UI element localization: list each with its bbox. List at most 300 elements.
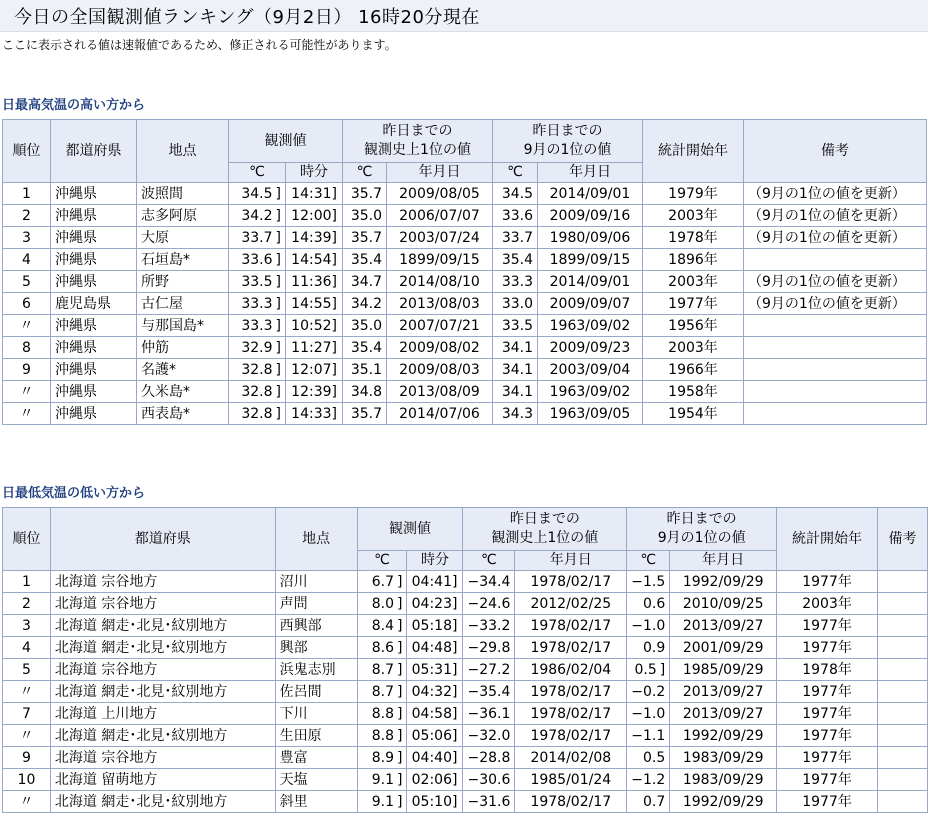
observed-time-cell <box>407 791 463 813</box>
observed-value-cell <box>229 293 286 315</box>
observed-time-qualifier: ] <box>452 705 458 722</box>
start-year-cell: 2003年 <box>777 593 878 615</box>
start-year-cell: 1977年 <box>777 615 878 637</box>
historical-value-cell: −27.2 <box>463 659 515 681</box>
place-cell: 佐呂間 <box>275 681 357 703</box>
month-value: 0.9 <box>642 639 666 656</box>
observed-time: 11:27 <box>291 339 332 356</box>
place-cell: 豊富 <box>275 747 357 769</box>
observed-time-qualifier: ] <box>331 295 337 312</box>
rank-cell: 〃 <box>3 403 51 425</box>
col-historical-record <box>463 508 627 551</box>
historical-value-cell: −36.1 <box>463 703 515 725</box>
observed-time-cell <box>407 747 463 769</box>
place-cell: 所野 <box>137 271 229 293</box>
observed-time-cell <box>286 381 343 403</box>
hist-line1: 昨日までの <box>382 123 453 139</box>
place-cell: 下川 <box>275 703 357 725</box>
observed-value: 9.1 <box>371 793 395 810</box>
prefecture-cell: 沖縄県 <box>51 205 137 227</box>
observed-time-qualifier: ] <box>452 683 458 700</box>
month-value: 34.3 <box>501 405 533 422</box>
table-row <box>3 271 927 293</box>
col-hist-date: 年月日 <box>515 551 627 571</box>
observed-value-cell <box>357 725 407 747</box>
rank-cell: 4 <box>3 249 51 271</box>
hist-line1: 昨日までの <box>509 511 580 527</box>
observed-value-qualifier: ] <box>275 383 281 400</box>
start-year-cell: 1896年 <box>643 249 744 271</box>
prefecture-cell: 沖縄県 <box>51 183 137 205</box>
month-value-cell <box>627 637 670 659</box>
remarks-cell: （9月の1位の値を更新） <box>744 183 927 205</box>
start-year-cell: 1977年 <box>777 703 878 725</box>
high-section-title: 日最高気温の高い方から <box>2 98 146 113</box>
observed-value-qualifier: ] <box>397 573 403 590</box>
observed-value: 9.1 <box>371 771 395 788</box>
historical-date-cell: 2013/08/03 <box>387 293 493 315</box>
table-row <box>3 637 928 659</box>
month-value: 33.5 <box>501 317 533 334</box>
observed-value: 33.3 <box>241 295 273 312</box>
observed-time-cell <box>286 293 343 315</box>
col-rank: 順位 <box>3 120 51 183</box>
observed-value-qualifier: ] <box>275 361 281 378</box>
prefecture-cell: 北海道 網走･北見･紋別地方 <box>50 791 275 813</box>
historical-value-cell: 35.7 <box>343 227 387 249</box>
table-row <box>3 381 927 403</box>
month-date-cell: 2010/09/25 <box>670 593 777 615</box>
start-year-cell: 1966年 <box>643 359 744 381</box>
observed-time-cell <box>286 205 343 227</box>
month-line2: 9月の1位の値 <box>523 142 612 158</box>
observed-value-cell <box>229 403 286 425</box>
historical-value-cell: −24.6 <box>463 593 515 615</box>
col-start-year: 統計開始年 <box>777 508 878 571</box>
observed-time-qualifier: ] <box>331 383 337 400</box>
prefecture-cell: 鹿児島県 <box>51 293 137 315</box>
month-value: 0.5 <box>642 749 666 766</box>
rank-cell: 〃 <box>3 381 51 403</box>
historical-value-cell: 35.4 <box>343 337 387 359</box>
observed-time-qualifier: ] <box>331 229 337 246</box>
col-remarks: 備考 <box>877 508 927 571</box>
rank-cell: 1 <box>3 571 51 593</box>
col-prefecture: 都道府県 <box>50 508 275 571</box>
month-value: 0.6 <box>642 595 666 612</box>
rank-cell: 1 <box>3 183 51 205</box>
observed-value-cell <box>357 681 407 703</box>
month-value: 0.5 <box>634 661 657 678</box>
month-value-cell <box>493 337 538 359</box>
observed-value-cell <box>229 227 286 249</box>
start-year-cell: 2003年 <box>643 337 744 359</box>
table-row <box>3 769 928 791</box>
observed-value-cell <box>229 249 286 271</box>
remarks-cell: （9月の1位の値を更新） <box>744 227 927 249</box>
col-hist-date: 年月日 <box>387 163 493 183</box>
observed-value: 8.7 <box>371 661 395 678</box>
table-row <box>3 359 927 381</box>
observed-time-cell <box>286 271 343 293</box>
observed-value-qualifier: ] <box>397 683 403 700</box>
remarks-cell: （9月の1位の値を更新） <box>744 293 927 315</box>
observed-value-cell <box>357 593 407 615</box>
table-row <box>3 593 928 615</box>
observed-value: 8.4 <box>371 617 395 634</box>
place-cell: 西興部 <box>275 615 357 637</box>
start-year-cell: 1956年 <box>643 315 744 337</box>
place-cell: 声問 <box>275 593 357 615</box>
observed-time-cell <box>286 337 343 359</box>
prefecture-cell: 北海道 宗谷地方 <box>50 747 275 769</box>
observed-value-cell <box>229 183 286 205</box>
observed-time-qualifier: ] <box>331 207 337 224</box>
observed-time: 12:07 <box>291 361 332 378</box>
rank-cell: 3 <box>3 615 51 637</box>
historical-value-cell: −30.6 <box>463 769 515 791</box>
month-value-cell <box>493 249 538 271</box>
start-year-cell: 1978年 <box>643 227 744 249</box>
rank-cell: 9 <box>3 359 51 381</box>
historical-value-cell: −28.8 <box>463 747 515 769</box>
month-date-cell: 2009/09/07 <box>538 293 643 315</box>
observed-value: 33.3 <box>241 317 273 334</box>
observed-time: 02:06 <box>411 771 452 788</box>
observed-time-cell <box>286 249 343 271</box>
prefecture-cell: 北海道 網走･北見･紋別地方 <box>50 681 275 703</box>
prefecture-cell: 北海道 網走･北見･紋別地方 <box>50 615 275 637</box>
rank-cell: 〃 <box>3 725 51 747</box>
month-value: 0.7 <box>642 793 666 810</box>
col-month-record <box>493 120 643 163</box>
col-hist-unit: ℃ <box>343 163 387 183</box>
month-value-cell <box>493 183 538 205</box>
start-year-cell: 1977年 <box>777 769 878 791</box>
col-historical-record <box>343 120 493 163</box>
col-start-year: 統計開始年 <box>643 120 744 183</box>
col-month-record <box>627 508 777 551</box>
table-row <box>3 183 927 205</box>
month-value: −1.0 <box>631 617 666 634</box>
start-year-cell: 1979年 <box>643 183 744 205</box>
rank-cell: 5 <box>3 271 51 293</box>
observed-value: 32.8 <box>241 383 273 400</box>
historical-date-cell: 1978/02/17 <box>515 571 627 593</box>
place-cell: 斜里 <box>275 791 357 813</box>
observed-time: 04:32 <box>411 683 452 700</box>
observed-time-qualifier: ] <box>452 661 458 678</box>
remarks-cell <box>877 681 927 703</box>
observed-time: 10:52 <box>291 317 332 334</box>
observed-value-cell <box>229 205 286 227</box>
prefecture-cell: 北海道 宗谷地方 <box>50 659 275 681</box>
place-cell: 天塩 <box>275 769 357 791</box>
rank-cell: 〃 <box>3 791 51 813</box>
observed-value: 6.7 <box>371 573 395 590</box>
historical-date-cell: 2009/08/05 <box>387 183 493 205</box>
remarks-cell <box>744 337 927 359</box>
table-row <box>3 337 927 359</box>
prefecture-cell: 沖縄県 <box>51 227 137 249</box>
low-temp-ranking-table <box>2 507 928 813</box>
observed-time: 14:55 <box>291 295 332 312</box>
remarks-cell <box>744 249 927 271</box>
observed-time-qualifier: ] <box>452 617 458 634</box>
observed-value: 32.8 <box>241 405 273 422</box>
prefecture-cell: 北海道 網走･北見･紋別地方 <box>50 637 275 659</box>
historical-value-cell: 34.2 <box>343 293 387 315</box>
observed-value-qualifier: ] <box>397 639 403 656</box>
prefecture-cell: 北海道 宗谷地方 <box>50 593 275 615</box>
historical-date-cell: 2013/08/09 <box>387 381 493 403</box>
observed-time-qualifier: ] <box>331 361 337 378</box>
col-rank: 順位 <box>3 508 51 571</box>
high-temp-ranking-table <box>2 119 927 425</box>
remarks-cell <box>744 315 927 337</box>
month-value: −0.2 <box>631 683 666 700</box>
observed-time-cell <box>407 659 463 681</box>
month-date-cell: 1980/09/06 <box>538 227 643 249</box>
col-observed: 観測値 <box>357 508 463 551</box>
observed-value-qualifier: ] <box>397 595 403 612</box>
historical-date-cell: 2009/08/03 <box>387 359 493 381</box>
month-value-cell <box>493 271 538 293</box>
col-month-unit: ℃ <box>627 551 670 571</box>
place-cell: 与那国島* <box>137 315 229 337</box>
remarks-cell <box>877 703 927 725</box>
observed-value-cell <box>357 747 407 769</box>
place-cell: 大原 <box>137 227 229 249</box>
start-year-cell: 1977年 <box>777 747 878 769</box>
observed-time: 14:33 <box>291 405 332 422</box>
observed-value-qualifier: ] <box>397 617 403 634</box>
observed-time-qualifier: ] <box>452 749 458 766</box>
col-hist-unit: ℃ <box>463 551 515 571</box>
observed-value-cell <box>357 703 407 725</box>
place-cell: 石垣島* <box>137 249 229 271</box>
month-value: 33.0 <box>501 295 533 312</box>
observed-value-qualifier: ] <box>275 229 281 246</box>
observed-value-qualifier: ] <box>397 793 403 810</box>
month-date-cell: 1992/09/29 <box>670 725 777 747</box>
historical-date-cell: 1899/09/15 <box>387 249 493 271</box>
month-date-cell: 2009/09/23 <box>538 337 643 359</box>
historical-date-cell: 2003/07/24 <box>387 227 493 249</box>
month-date-cell: 1963/09/05 <box>538 403 643 425</box>
table-row <box>3 659 928 681</box>
historical-value-cell: 35.1 <box>343 359 387 381</box>
month-value: 33.3 <box>501 273 533 290</box>
historical-date-cell: 1978/02/17 <box>515 681 627 703</box>
month-date-cell: 2013/09/27 <box>670 703 777 725</box>
observed-value-cell <box>229 381 286 403</box>
month-date-cell: 1963/09/02 <box>538 381 643 403</box>
observed-value-cell <box>229 315 286 337</box>
col-observed: 観測値 <box>229 120 343 163</box>
month-value: −1.2 <box>631 771 666 788</box>
table-row <box>3 615 928 637</box>
historical-date-cell: 2014/08/10 <box>387 271 493 293</box>
historical-value-cell: −31.6 <box>463 791 515 813</box>
observed-value-qualifier: ] <box>275 339 281 356</box>
rank-cell: 2 <box>3 205 51 227</box>
prefecture-cell: 沖縄県 <box>51 315 137 337</box>
observed-value-qualifier: ] <box>275 273 281 290</box>
table-row <box>3 315 927 337</box>
month-date-cell: 2001/09/29 <box>670 637 777 659</box>
historical-date-cell: 2014/07/06 <box>387 403 493 425</box>
start-year-cell: 2003年 <box>643 271 744 293</box>
remarks-cell <box>877 593 927 615</box>
rank-cell: 10 <box>3 769 51 791</box>
historical-value-cell: −33.2 <box>463 615 515 637</box>
rank-cell: 4 <box>3 637 51 659</box>
historical-value-cell: 35.4 <box>343 249 387 271</box>
observed-time: 05:18 <box>411 617 452 634</box>
observed-value: 33.7 <box>241 229 273 246</box>
month-value-cell <box>493 381 538 403</box>
table-row <box>3 403 927 425</box>
observed-value-qualifier: ] <box>397 771 403 788</box>
observed-value: 32.8 <box>241 361 273 378</box>
month-value: −1.1 <box>631 727 666 744</box>
observed-time: 04:58 <box>411 705 452 722</box>
month-value: 33.6 <box>501 207 533 224</box>
col-place: 地点 <box>137 120 229 183</box>
observed-time: 14:39 <box>291 229 332 246</box>
month-date-cell: 2009/09/16 <box>538 205 643 227</box>
observed-value: 33.6 <box>241 251 273 268</box>
rank-cell: 7 <box>3 703 51 725</box>
historical-date-cell: 1978/02/17 <box>515 791 627 813</box>
prefecture-cell: 沖縄県 <box>51 403 137 425</box>
month-date-cell: 2014/09/01 <box>538 183 643 205</box>
month-value: 33.7 <box>501 229 533 246</box>
remarks-cell <box>877 659 927 681</box>
rank-cell: 2 <box>3 593 51 615</box>
historical-value-cell: −29.8 <box>463 637 515 659</box>
historical-date-cell: 2007/07/21 <box>387 315 493 337</box>
place-cell: 西表島* <box>137 403 229 425</box>
observed-value-qualifier: ] <box>397 661 403 678</box>
remarks-cell <box>877 637 927 659</box>
observed-time-qualifier: ] <box>331 405 337 422</box>
place-cell: 志多阿原 <box>137 205 229 227</box>
historical-date-cell: 2006/07/07 <box>387 205 493 227</box>
observed-value-cell <box>357 659 407 681</box>
historical-date-cell: 1985/01/24 <box>515 769 627 791</box>
historical-value-cell: 35.7 <box>343 403 387 425</box>
month-value-cell <box>627 593 670 615</box>
month-value-cell <box>493 403 538 425</box>
start-year-cell: 1977年 <box>777 791 878 813</box>
col-place: 地点 <box>275 508 357 571</box>
table-row <box>3 571 928 593</box>
remarks-cell <box>744 381 927 403</box>
historical-value-cell: 35.0 <box>343 205 387 227</box>
prefecture-cell: 沖縄県 <box>51 381 137 403</box>
month-value-cell <box>627 769 670 791</box>
observed-time: 11:36 <box>291 273 332 290</box>
col-obs-unit: ℃ <box>357 551 407 571</box>
rank-cell: 〃 <box>3 315 51 337</box>
observed-value-cell <box>357 571 407 593</box>
historical-value-cell: 34.7 <box>343 271 387 293</box>
table-row <box>3 791 928 813</box>
observed-time-qualifier: ] <box>331 251 337 268</box>
remarks-cell <box>877 769 927 791</box>
observed-value-qualifier: ] <box>397 727 403 744</box>
observed-time-cell <box>407 615 463 637</box>
observed-time-qualifier: ] <box>452 573 458 590</box>
month-value-cell <box>627 571 670 593</box>
prefecture-cell: 北海道 上川地方 <box>50 703 275 725</box>
table-row <box>3 205 927 227</box>
col-remarks: 備考 <box>744 120 927 183</box>
month-date-cell: 2013/09/27 <box>670 615 777 637</box>
observed-time: 14:31 <box>291 185 332 202</box>
historical-date-cell: 1978/02/17 <box>515 703 627 725</box>
start-year-cell: 2003年 <box>643 205 744 227</box>
observed-time-qualifier: ] <box>452 639 458 656</box>
col-month-date: 年月日 <box>670 551 777 571</box>
observed-value-cell <box>357 615 407 637</box>
historical-date-cell: 1986/02/04 <box>515 659 627 681</box>
observed-time-cell <box>407 681 463 703</box>
observed-time-cell <box>407 769 463 791</box>
month-value-cell <box>627 681 670 703</box>
month-value-cell <box>493 315 538 337</box>
col-month-date: 年月日 <box>538 163 643 183</box>
observed-time-cell <box>407 725 463 747</box>
remarks-cell <box>877 791 927 813</box>
observed-time-qualifier: ] <box>452 793 458 810</box>
month-value-cell <box>493 293 538 315</box>
historical-date-cell: 2014/02/08 <box>515 747 627 769</box>
table-row <box>3 747 928 769</box>
table-row <box>3 249 927 271</box>
rank-cell: 8 <box>3 337 51 359</box>
observed-value: 8.9 <box>371 749 395 766</box>
month-line1: 昨日までの <box>532 123 603 139</box>
start-year-cell: 1977年 <box>777 681 878 703</box>
historical-value-cell: −34.4 <box>463 571 515 593</box>
prefecture-cell: 沖縄県 <box>51 359 137 381</box>
observed-time-cell <box>286 403 343 425</box>
month-value-cell <box>627 615 670 637</box>
observed-time: 04:41 <box>411 573 452 590</box>
month-date-cell: 2014/09/01 <box>538 271 643 293</box>
historical-value-cell: −32.0 <box>463 725 515 747</box>
table-row <box>3 227 927 249</box>
observed-value-qualifier: ] <box>275 251 281 268</box>
observed-time-qualifier: ] <box>452 595 458 612</box>
observed-value-cell <box>357 637 407 659</box>
observed-value-qualifier: ] <box>275 317 281 334</box>
observed-time: 04:48 <box>411 639 452 656</box>
place-cell: 生田原 <box>275 725 357 747</box>
start-year-cell: 1977年 <box>777 571 878 593</box>
table-row <box>3 293 927 315</box>
col-prefecture: 都道府県 <box>51 120 137 183</box>
observed-value-qualifier: ] <box>275 207 281 224</box>
start-year-cell: 1977年 <box>777 725 878 747</box>
observed-value: 8.0 <box>371 595 395 612</box>
month-date-cell: 1983/09/29 <box>670 747 777 769</box>
observed-time-qualifier: ] <box>331 317 337 334</box>
page-header <box>0 0 928 32</box>
